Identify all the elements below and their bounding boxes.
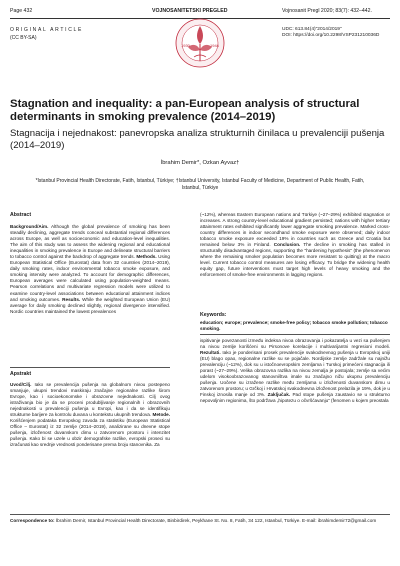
page-number: Page 432 [10, 8, 33, 14]
abstract-heading: Abstract [10, 212, 32, 218]
logo-year-right: 1944 [210, 43, 219, 48]
methods-label: Methods. [136, 254, 157, 260]
affiliation: *Istanbul Provincial Health Directorate, Fatih, Istanbul, Türkiye; †Istanbul University, Istanbul Faculty of Medicine, Department of Public Health, Fatih, Istanbul, Türkiye [35, 178, 365, 191]
license: (CC BY-SA) [10, 35, 37, 41]
metode-text: Korišćenjem podataka Evropskog zavoda za statistiku (European Statistical Office – Eurostat) iz 32 zemlje (2014–2019), analizirane su dnevne stope pušenja, izloženost duvanskom dimu u zatvorenom prostoru i intenzitet pušenja. Kako bi se uzele u obzir demografske razlike, evropski proseci su izračunati kao srednje vrednosti ponderisane prema broju stanovnika. Za [10, 418, 170, 448]
abstract-text [10, 224, 170, 367]
article-type: ORIGINAL ARTICLE [10, 27, 84, 33]
zakljucak-label: Zaključak. [267, 392, 291, 398]
correspondence-text: İbrahim Demir, Istanbul Provincial Health Directorate, Binbirdirek, Peykhane St. No. 8, Fatih, 34 122, Istanbul, Türkiye. E-mail: ibrahimdemir72@gmail.com [55, 518, 377, 523]
uvod-label: Uvod/Cilj. [10, 382, 32, 387]
udc: UDC: 613.84(4)"2014/2019" [282, 27, 342, 32]
divider [10, 367, 170, 368]
correspondence-label: Correspondence to: [10, 518, 55, 523]
background-text: Although the global prevalence of smoking has been steadily declining, aggregate trends conceal substantial regional differences across Europe, as well as socioeconomic and education-level inequalities. The aim of this study was to assess the widening regional and educational inequalities in smoking prevalence in Europe and delineate structural barriers to tobacco control against the backdrop of aggregate trends. [10, 224, 170, 260]
abstract-continued [200, 212, 390, 303]
methods-text: Using European Statistical Office (Eurostat) data from 32 countries (2014–2019), daily smoking rates, indoor environmental tobacco smoke exposure, and smoking intensity were analyzed. To account for demographic differences, European averages were calculated using population-weighted means. Pearson correlations and multivariate regression models were utilized to examine country-level associations between educational attainment indices and smoking outcomes. [10, 254, 170, 302]
conclusion-text: The decline in smoking has stalled in structurally disadvantaged regions, supporting the "hardening hypothesis" (the phenomenon where the remaining smoker population becomes more resistant to quitting) at the macro level. Current tobacco control measures are losing efficacy. To bridge the widening health equity gap, future interventions must target high levels of heavy smoking and the enforcement of smoke-free environments in lagging regions. [200, 242, 390, 278]
journal-name: VOJNOSANITETSKI PREGLED [152, 8, 228, 14]
uvod-text: Iako se prevalencija pušenja na globalnom nivou postepeno smanjuje, ukupni trendovi maskiraju značajne regionalne razlike širom Evrope, kao i socioekonomske i obrazovne nejednakosti. Cilj ovog istraživanja bio je da se proceni produbljivanje regionalnih i obrazovnih nejednakosti u prevalenciji pušenja u Evropi, kao i da se identifikuju strukturne barijere za kontrolu duvana u kontekstu ukupnih trendova. [10, 382, 170, 418]
divider [200, 334, 390, 335]
correspondence [10, 518, 390, 524]
apstrakt-heading: Apstrakt [10, 371, 32, 377]
results-text: While the weighted European Union (EU) average for daily smoking declined slightly, regional divergence intensified. Nordic countries maintained the lowest prevalences [10, 296, 170, 314]
identifiers [282, 27, 379, 40]
apstrakt-continued [200, 338, 390, 508]
background-label: Background/Aim. [10, 224, 49, 229]
journal-logo [172, 17, 228, 69]
results-label: Results. [62, 296, 81, 302]
doi-link[interactable]: DOI: https://doi.org/10.2298/VSP231210036D [282, 33, 380, 39]
metode-label: Metode. [152, 412, 170, 418]
title-english: Stagnation and inequality: a pan-European analysis of structural determinants in smoking prevalence (2014–2019) [10, 98, 360, 124]
citation: Vojnosanit Pregl 2020; 83(7): 432–442. [282, 8, 372, 14]
conclusion-label: Conclusion. [273, 242, 301, 248]
rezultati-label: Rezultati. [200, 350, 221, 356]
keywords-text: education; europe; prevalence; smoke-free policy; tobacco smoke pollution; tobacco smoking. [200, 320, 388, 332]
zakljucak-text: Pad stope pušenja zaustavio se u strukturno nepovoljnim regionima, što podržava „hipotezu o očvršćavanju“ (fenomen u kojem preostala [200, 392, 390, 404]
apstrakt-text [10, 382, 170, 512]
rezultati-text: Iako je ponderisani prosek prevalencije svakodnevnog pušenja u Evropskoj uniji (EU) blago opao, regionalne razlike su se pojačale. Nordijske zemlje zadržale su najnižu prevalenciju (~12%), dok su u istočnoevropskim zemljama i Turskoj primećeni stagnacija ili porast (~27–29%). Velika obrazovna razlika na nivou zemalja je postojala; zemlje sa većim udelom visokoobrazovanog stanovništva imale su značajno nižu ukupnu prevalenciju pušenja. Uočene su izražene razlike među zemljama u izloženosti duvanskom dimu u zatvorenom prostoru; u Grčkoj i Hrvatskoj svakodnevna izloženost prelazila je 19%, dok je u Finskoj iznosila manje od 3%. [200, 350, 390, 398]
apstrakt-right-text: ispitivanje povezanosti između indeksa nivoa obrazovanja i pokazatelja u vezi sa pušenjem na nivou zemlje korišćeni su Pirsonove korelacije i multivarijantni regresioni modeli. [200, 338, 390, 350]
authors: İbrahim Demir*, Ozkan Ayvaz† [160, 160, 240, 166]
footer-rule [10, 514, 390, 515]
logo-year-left: 1930 [181, 43, 190, 48]
keywords-heading: Keywords: [200, 312, 227, 318]
abstract-cont-text: (~12%), whereas Eastern European nations and Türkiye (~27–29%) exhibited stagnation or increases. A strong country-level educational gradient persisted; nations with higher tertiary attainment rates exhibited significantly lower aggregate smoking prevalence. Marked cross-country differences in indoor secondhand smoke exposure were observed; daily indoor tobacco smoke exposure exceeded 19% in countries such as Greece and Croatia but remained below 3% in Finland. [200, 212, 390, 248]
title-serbian: Stagnacija i nejednakost: panevropska analiza strukturnih činilaca u prevalenciji pušenja (2014–2019) [10, 128, 385, 151]
